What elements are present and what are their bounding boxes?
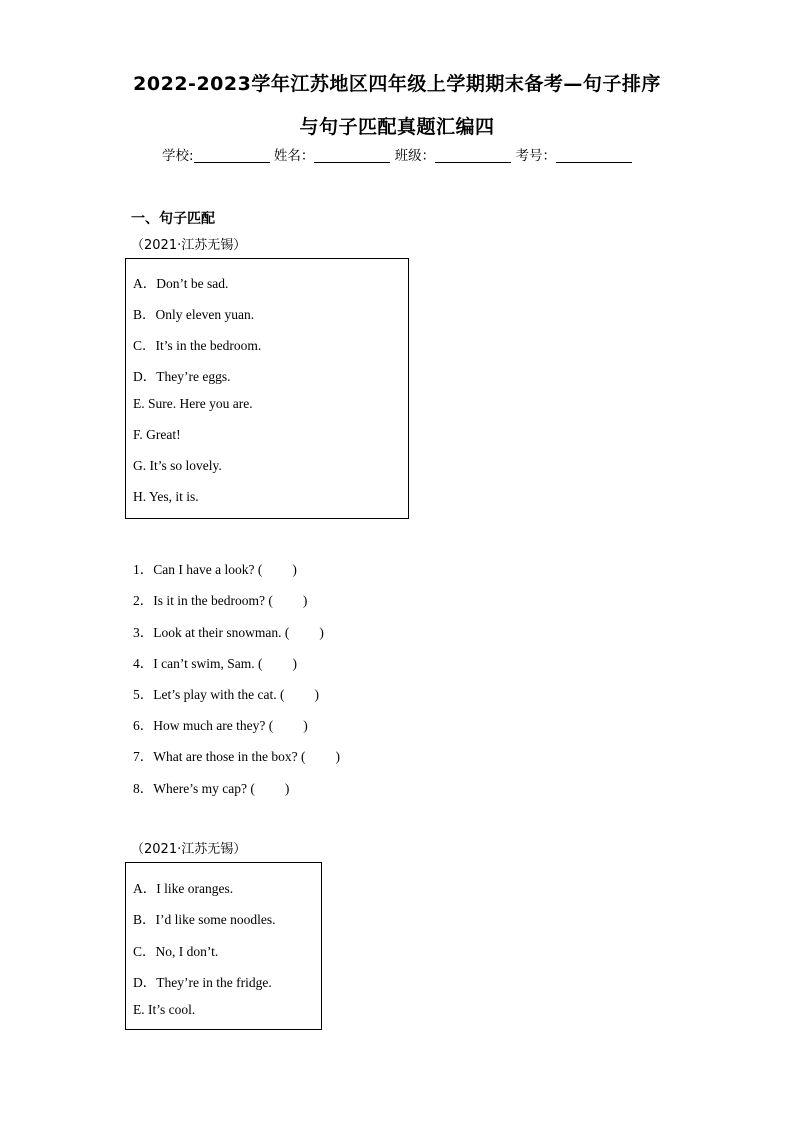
option-a: A．I like oranges. (133, 881, 234, 896)
question-3: 3．Look at their snowman. ( ) (133, 625, 324, 640)
option-c: C．It’s in the bedroom. (133, 338, 262, 353)
section-heading: 一、句子匹配 (131, 211, 215, 227)
group2-source: （2021·江苏无锡） (131, 842, 247, 857)
question-1: 1．Can I have a look? ( ) (133, 562, 297, 577)
option-e: E. Sure. Here you are. (133, 396, 253, 411)
question-2: 2．Is it in the bedroom? ( ) (133, 593, 308, 608)
name-label: 姓名： (273, 148, 315, 164)
question-6: 6．How much are they? ( ) (133, 718, 308, 733)
option-f: F. Great! (133, 427, 181, 442)
option-e: E. It’s cool. (133, 1002, 196, 1017)
option-d: D．They’re in the fridge. (133, 975, 272, 990)
exam-no-blank[interactable] (556, 148, 632, 163)
class-label: 班级： (394, 148, 436, 164)
school-blank[interactable] (194, 148, 270, 163)
school-label: 学校: (162, 148, 194, 164)
option-c: C．No, I don’t. (133, 944, 219, 959)
question-5: 5．Let’s play with the cat. ( ) (133, 687, 319, 702)
name-blank[interactable] (314, 148, 390, 163)
option-b: B．I’d like some noodles. (133, 912, 276, 927)
student-info-row (0, 144, 794, 164)
option-a: A．Don’t be sad. (133, 276, 229, 291)
exam-no-label: 考号： (515, 148, 556, 164)
option-b: B．Only eleven yuan. (133, 307, 255, 322)
question-4: 4．I can’t swim, Sam. ( ) (133, 656, 297, 671)
group1-source: （2021·江苏无锡） (131, 238, 247, 253)
option-d: D．They’re eggs. (133, 369, 231, 384)
page-title-line2: 与句子匹配真题汇编四 (299, 116, 495, 138)
question-7: 7．What are those in the box? ( ) (133, 749, 340, 764)
group2-options-box (125, 862, 322, 1030)
group1-options-box (125, 258, 409, 519)
class-blank[interactable] (435, 148, 511, 163)
page-title-line1: 2022-2023学年江苏地区四年级上学期期末备考—句子排序 (133, 73, 661, 95)
option-g: G. It’s so lovely. (133, 458, 222, 473)
question-8: 8．Where’s my cap? ( ) (133, 781, 290, 796)
option-h: H. Yes, it is. (133, 489, 199, 504)
